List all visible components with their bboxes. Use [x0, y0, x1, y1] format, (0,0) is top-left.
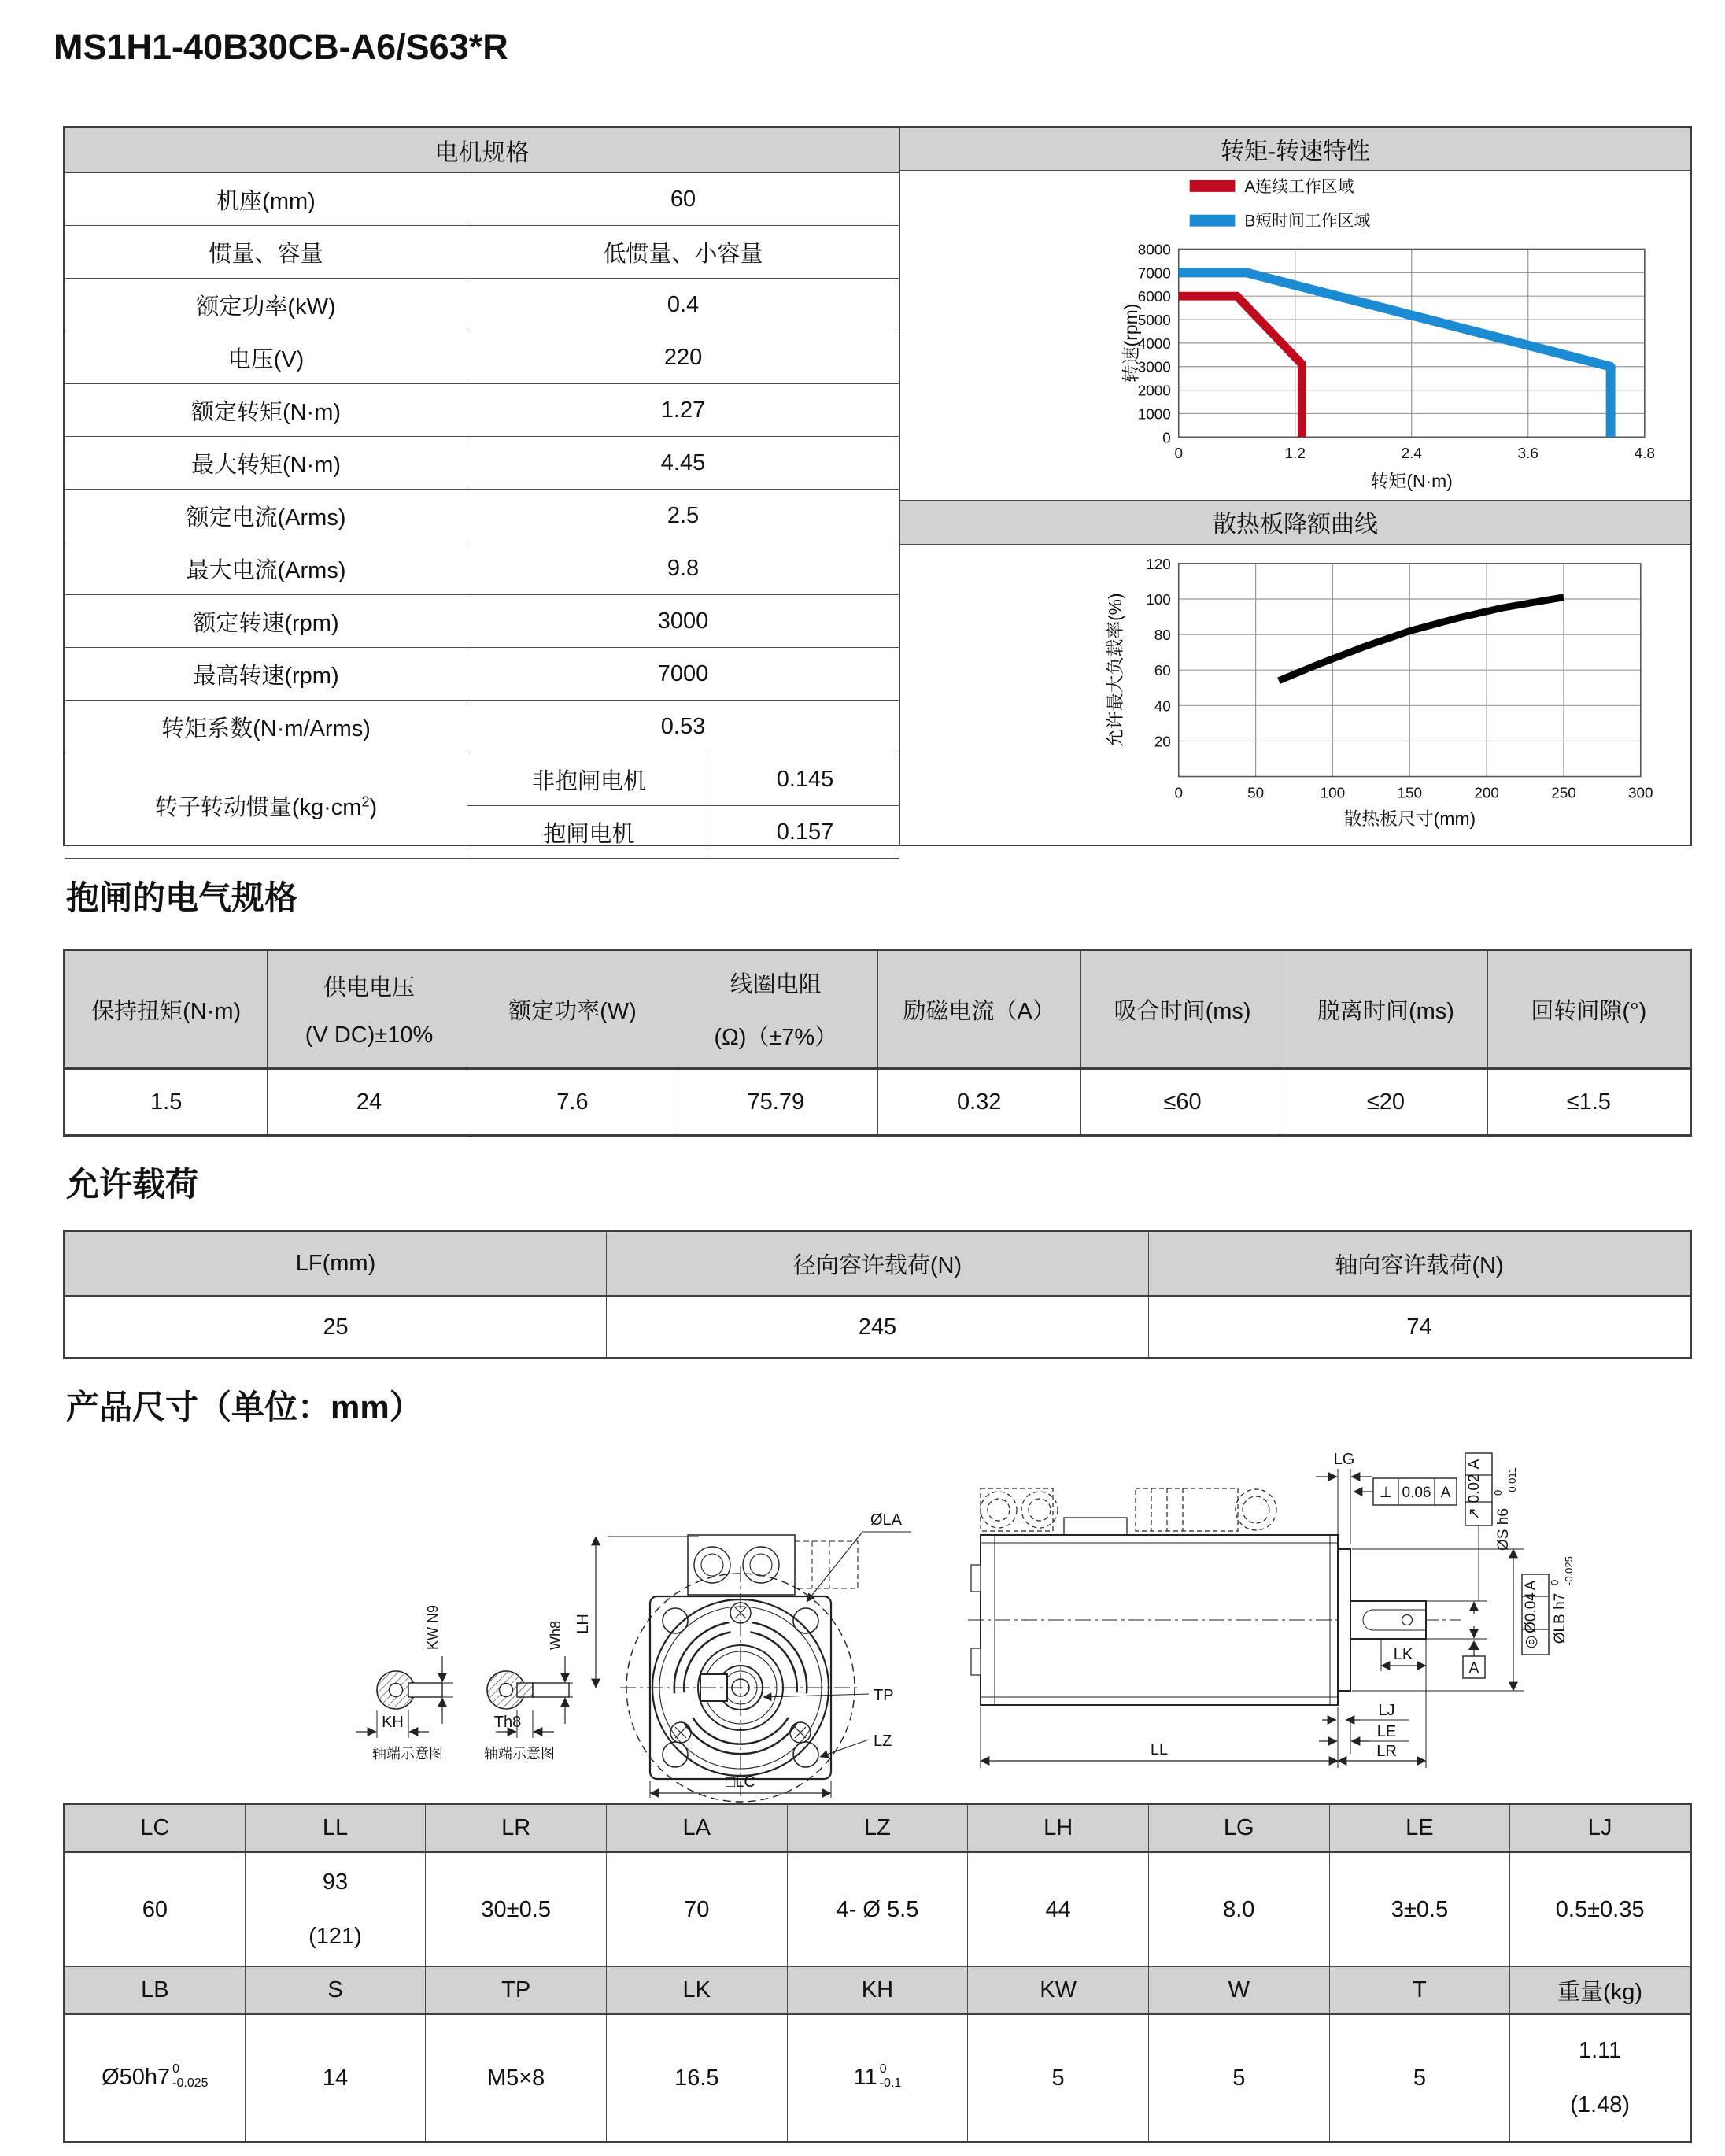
spec-sublabel: 非抱闸电机: [467, 753, 711, 806]
dims-header: LG: [1148, 1804, 1329, 1852]
brake-spec-table: [63, 949, 1692, 1137]
shaft-end-caption: 轴端示意图: [484, 1746, 555, 1762]
x-tick-label: 2.4: [1401, 446, 1422, 463]
dims-value-lk: 16.5: [606, 2014, 787, 2143]
dims-header: LC: [65, 1804, 246, 1852]
y-axis-title: 允许最大负载率(%): [1105, 593, 1126, 747]
dims-value-ll: 93 (121): [245, 1852, 426, 1967]
brake-value: 75.79: [674, 1069, 877, 1136]
spec-label: 转矩系数(N·m/Arms): [65, 701, 467, 753]
brake-header: 保持扭矩(N·m): [65, 950, 268, 1069]
x-axis-title: 转矩(N·m): [1370, 470, 1453, 491]
shaft-end-caption: 轴端示意图: [372, 1746, 443, 1762]
svg-text:A: A: [1440, 1485, 1451, 1501]
y-tick-label: 7000: [1137, 265, 1171, 283]
spec-value: 4.45: [467, 437, 899, 490]
dims-header: KH: [787, 1967, 968, 2014]
svg-text:A: A: [1466, 1459, 1483, 1470]
load-header: 轴向容许载荷(N): [1149, 1231, 1691, 1296]
dim-le-label: LE: [1376, 1723, 1397, 1740]
brake-value: ≤1.5: [1487, 1069, 1690, 1136]
spec-label: 额定转矩(N·m): [65, 384, 467, 437]
spec-label: 机座(mm): [65, 172, 467, 226]
brake-header: 励磁电流（A）: [877, 950, 1080, 1069]
dims-value-lj: 0.5±0.35: [1510, 1852, 1691, 1967]
y-axis-title: 转速(rpm): [1121, 303, 1142, 383]
x-tick-label: 0: [1174, 785, 1184, 802]
motor-front-view: [574, 1511, 911, 1802]
dims-header: S: [245, 1967, 426, 2014]
y-tick-label: 6000: [1137, 289, 1171, 306]
spec-value: 60: [467, 172, 899, 226]
svg-text:A: A: [1523, 1580, 1539, 1591]
spec-value: 7000: [467, 648, 899, 701]
legend-label: A连续工作区域: [1244, 177, 1354, 196]
spec-label: 最高转速(rpm): [65, 648, 467, 701]
spec-label: 最大电流(Arms): [65, 542, 467, 595]
svg-text:0.02: 0.02: [1466, 1474, 1483, 1503]
y-tick-label: 20: [1154, 734, 1171, 751]
torque-speed-chart: [900, 171, 1691, 500]
load-value: 245: [607, 1296, 1149, 1359]
derating-chart-title: 散热板降额曲线: [900, 500, 1690, 545]
derating-chart: [900, 545, 1691, 845]
y-tick-label: 40: [1154, 698, 1171, 716]
legend-swatch: [1190, 215, 1236, 227]
x-tick-label: 1.2: [1284, 446, 1306, 463]
spec-value: 0.4: [467, 279, 899, 331]
brake-section-title: 抱闸的电气规格: [66, 879, 298, 916]
x-tick-label: 0: [1174, 446, 1184, 463]
gdt-concentricity: [1522, 1556, 1575, 1655]
dim-w-label: Wh8: [548, 1620, 563, 1650]
dims-value-le: 3±0.5: [1329, 1852, 1510, 1967]
x-tick-label: 3.6: [1517, 446, 1538, 463]
spec-subvalue: 0.145: [711, 753, 899, 806]
x-tick-label: 200: [1474, 785, 1499, 802]
shaft-dia-label: ØS h6: [1495, 1508, 1512, 1551]
spec-value: 1.27: [467, 384, 899, 437]
label-lz: LZ: [874, 1733, 892, 1750]
brake-header: 吸合时间(ms): [1080, 950, 1284, 1069]
spec-label: 额定转速(rpm): [65, 595, 467, 648]
brake-value: ≤20: [1284, 1069, 1487, 1136]
y-tick-label: 4000: [1137, 335, 1171, 353]
dim-t-label: Th8: [493, 1714, 522, 1731]
load-header: LF(mm): [65, 1231, 607, 1296]
page-title: MS1H1-40B30CB-A6/S63*R: [54, 27, 508, 67]
dims-value-lb: Ø50h7 0 -0.025: [65, 2014, 246, 2143]
dim-lh-label: LH: [574, 1614, 592, 1634]
gdt-conc-symbol-icon: ◎: [1523, 1635, 1539, 1649]
spec-value: 9.8: [467, 542, 899, 595]
dim-lk-label: LK: [1393, 1646, 1413, 1663]
brake-value: 24: [268, 1069, 471, 1136]
y-tick-label: 80: [1154, 627, 1171, 644]
dims-header: TP: [426, 1967, 607, 2014]
spec-sublabel: 抱闸电机: [467, 806, 711, 859]
y-tick-label: 3000: [1137, 359, 1171, 376]
dims-value-kw: 5: [968, 2014, 1149, 2143]
dim-lj-label: LJ: [1378, 1702, 1395, 1719]
dims-header: T: [1329, 1967, 1510, 2014]
gdt-perpendicularity: [1354, 1478, 1457, 1505]
y-tick-label: 60: [1154, 663, 1171, 680]
legend-label: B短时间工作区域: [1244, 212, 1371, 231]
dims-value-lz: 4- Ø 5.5: [787, 1852, 968, 1967]
dim-lr-label: LR: [1376, 1743, 1397, 1760]
dims-value-lc: 60: [65, 1852, 246, 1967]
y-tick-label: 1000: [1137, 406, 1171, 423]
x-tick-label: 250: [1551, 785, 1576, 802]
svg-text:A: A: [1468, 1660, 1479, 1677]
dims-value-t: 5: [1329, 2014, 1510, 2143]
svg-text:-0.025: -0.025: [1563, 1556, 1575, 1585]
spec-label: 额定电流(Arms): [65, 490, 467, 542]
dim-kw-label: KW N9: [425, 1604, 441, 1650]
allowable-load-table: [63, 1230, 1692, 1359]
flange-boss-dia-label: ØLB h7: [1552, 1592, 1568, 1644]
legend-swatch: [1190, 180, 1236, 192]
brake-value: 1.5: [65, 1069, 268, 1136]
dim-ll-label: LL: [1150, 1741, 1169, 1758]
dims-value-weight: 1.11 (1.48): [1510, 2014, 1691, 2143]
dims-value-kh: 11 0 -0.1: [787, 2014, 968, 2143]
load-value: 25: [65, 1296, 607, 1359]
dims-header: LJ: [1510, 1804, 1691, 1852]
dims-value-lg: 8.0: [1148, 1852, 1329, 1967]
spec-subvalue: 0.157: [711, 806, 899, 859]
spec-label: 最大转矩(N·m): [65, 437, 467, 490]
dimension-drawings: [0, 1447, 1725, 1803]
motor-side-view: [968, 1451, 1575, 1768]
brake-value: 7.6: [471, 1069, 674, 1136]
dims-value-la: 70: [606, 1852, 787, 1967]
x-tick-label: 50: [1247, 785, 1265, 802]
gdt-runout-symbol-icon: ↗: [1466, 1507, 1483, 1520]
connector-hidden-lines: [981, 1488, 1276, 1531]
load-value: 74: [1149, 1296, 1691, 1359]
dims-header: LH: [968, 1804, 1149, 1852]
brake-header: 供电电压 (V DC)±10%: [268, 950, 471, 1069]
dims-header: LB: [65, 1967, 246, 2014]
dims-section-title: 产品尺寸（单位：mm）: [66, 1389, 423, 1426]
dims-header: LZ: [787, 1804, 968, 1852]
gdt-runout: [1465, 1453, 1518, 1601]
brake-header: 线圈电阻 (Ω)（±7%）: [674, 950, 877, 1069]
load-section-title: 允许载荷: [66, 1166, 199, 1203]
x-axis-title: 散热板尺寸(mm): [1343, 808, 1476, 830]
dims-value-lr: 30±0.5: [426, 1852, 607, 1967]
y-tick-label: 8000: [1137, 242, 1171, 259]
dims-value-lh: 44: [968, 1852, 1149, 1967]
spec-value: 0.53: [467, 701, 899, 753]
spec-table-header: 电机规格: [65, 128, 899, 173]
label-tp: TP: [874, 1687, 894, 1704]
spec-value: 220: [467, 331, 899, 384]
spec-value: 低惯量、小容量: [467, 226, 899, 279]
svg-text:-0.011: -0.011: [1506, 1467, 1518, 1496]
brake-header: 脱离时间(ms): [1284, 950, 1487, 1069]
dim-lg-label: LG: [1333, 1451, 1355, 1468]
dims-header: LA: [606, 1804, 787, 1852]
dims-header: LR: [426, 1804, 607, 1852]
svg-text:0.06: 0.06: [1402, 1485, 1431, 1501]
datum-a-flag: [1463, 1640, 1485, 1678]
y-tick-label: 0: [1162, 430, 1171, 447]
spec-value: 3000: [467, 595, 899, 648]
dims-header: LL: [245, 1804, 426, 1852]
dims-header: LE: [1329, 1804, 1510, 1852]
y-tick-label: 2000: [1137, 383, 1171, 400]
torque-chart-title: 转矩-转速特性: [900, 128, 1690, 171]
brake-header: 回转间隙(°): [1487, 950, 1690, 1069]
y-tick-label: 120: [1146, 556, 1171, 573]
x-tick-label: 300: [1628, 785, 1653, 802]
dims-header: KW: [968, 1967, 1149, 2014]
svg-text:Ø0.04: Ø0.04: [1523, 1592, 1539, 1633]
dimensions-table: [63, 1803, 1692, 2143]
x-tick-label: 100: [1320, 785, 1346, 802]
motor-spec-table: [65, 128, 899, 859]
label-la: ØLA: [870, 1511, 903, 1529]
brake-header: 额定功率(W): [471, 950, 674, 1069]
gdt-perp-symbol-icon: ⊥: [1379, 1485, 1393, 1501]
svg-text:0: 0: [1549, 1579, 1561, 1585]
shaft-end-view-1: [356, 1605, 453, 1762]
dims-value-w: 5: [1148, 2014, 1329, 2143]
load-header: 径向容许载荷(N): [607, 1231, 1149, 1296]
svg-text:0: 0: [1492, 1489, 1504, 1496]
x-tick-label: 150: [1397, 785, 1423, 802]
dims-value-tp: M5×8: [426, 2014, 607, 2143]
dims-header: LK: [606, 1967, 787, 2014]
dims-value-s: 14: [245, 2014, 426, 2143]
spec-label: 惯量、容量: [65, 226, 467, 279]
dims-header: 重量(kg): [1510, 1967, 1691, 2014]
dims-header: W: [1148, 1967, 1329, 2014]
brake-value: 0.32: [877, 1069, 1080, 1136]
series-line: [1279, 597, 1564, 681]
spec-value: 2.5: [467, 490, 899, 542]
spec-label-inertia: 转子转动惯量$(kg\cdot cm^2)$: [65, 753, 467, 859]
dim-lc-label: □LC: [726, 1773, 755, 1791]
y-tick-label: 100: [1146, 591, 1171, 608]
spec-label: 额定功率(kW): [65, 279, 467, 331]
charts-column: [899, 128, 1690, 845]
dim-kh-label: KH: [382, 1714, 404, 1731]
y-tick-label: 5000: [1137, 312, 1171, 330]
motor-spec-panel: [63, 126, 1692, 846]
brake-value: ≤60: [1080, 1069, 1284, 1136]
x-tick-label: 4.8: [1634, 446, 1655, 463]
shaft-end-view-2: [484, 1621, 573, 1762]
spec-label: 电压(V): [65, 331, 467, 384]
